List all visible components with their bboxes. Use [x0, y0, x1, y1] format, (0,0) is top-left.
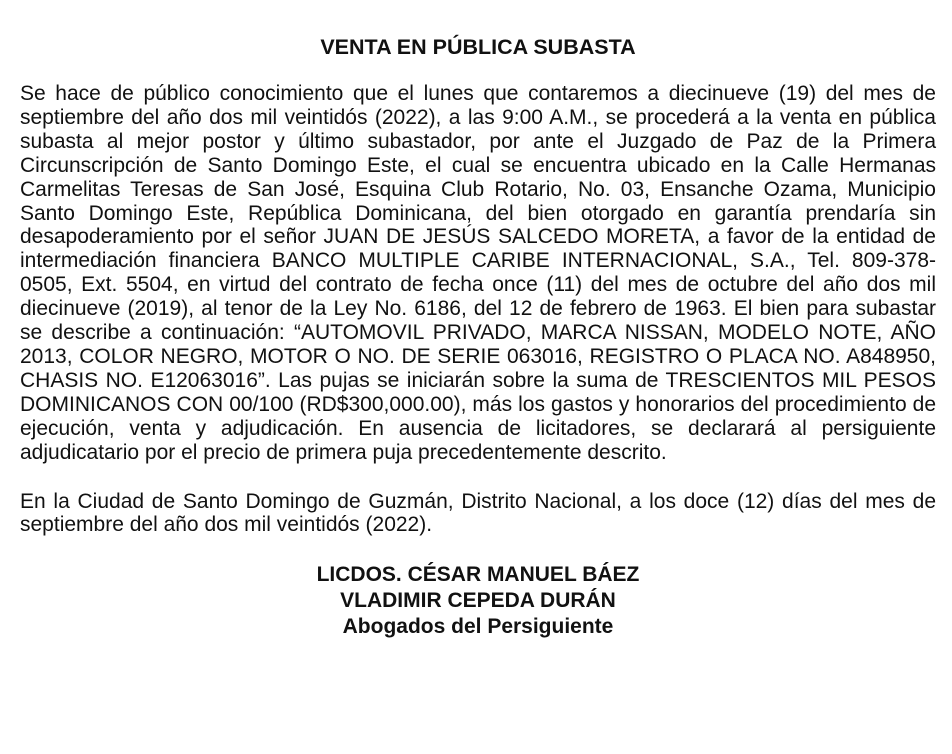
auction-notice [20, 28, 936, 640]
notice-closing-paragraph: En la Ciudad de Santo Domingo de Guzmán, Distrito Nacional, a los doce (12) días del mes de septiembre del año dos mil veintidós (2022). [20, 489, 936, 537]
signature-line-lawyer-1: LICDOS. CÉSAR MANUEL BÁEZ [316, 563, 640, 587]
signature-line-lawyer-2: VLADIMIR CEPEDA DURÁN [340, 589, 616, 613]
signature-line-role: Abogados del Persiguiente [342, 615, 614, 639]
notice-body-paragraph: Se hace de público conocimiento que el lunes que contaremos a diecinueve (19) del mes de septiembre del año dos mil veintidós (2022), a las 9:00 A.M., se procederá a la venta en pública subasta al mejor postor y último subastador, por ante el Juzgado de Paz de la Primera Circunscripción de Santo Domingo Este, el cual se encuentra ubicado en la Calle Hermanas Carmelitas Teresas de San José, Esquina Club Rotario, No. 03, Ensanche Ozama, Municipio Santo Domingo Este, República Dominicana, del bien otorgado en garantía prendaría sin desapoderamiento por el señor JUAN DE JESÚS SALCEDO MORETA, a favor de la entidad de intermediación financiera BANCO MULTIPLE CARIBE INTERNACIONAL, S.A., Tel. 809-378-0505, Ext. 5504, en virtud del contrato de fecha once (11) del mes de octubre del año dos mil diecinueve (2019), al tenor de la Ley No. 6186, del 12 de febrero de 1963. El bien para subastar se describe a continuación: “AUTOMOVIL PRIVADO, MARCA NISSAN, MODELO NOTE, AÑO 2013, COLOR NEGRO, MOTOR O NO. DE SERIE 063016, REGISTRO O PLACA NO. A848950, CHASIS NO. E12063016”. Las pujas se iniciarán sobre la suma de TRESCIENTOS MIL PESOS DOMINICANOS CON 00/100 (RD$300,000.00), más los gastos y honorarios del procedimiento de ejecución, venta y adjudicación. En ausencia de licitadores, se declarará al persiguiente adjudicatario por el precio de primera puja precedentemente descrito. [20, 82, 936, 464]
signature-block [20, 562, 936, 640]
notice-title: VENTA EN PÚBLICA SUBASTA [320, 35, 636, 59]
